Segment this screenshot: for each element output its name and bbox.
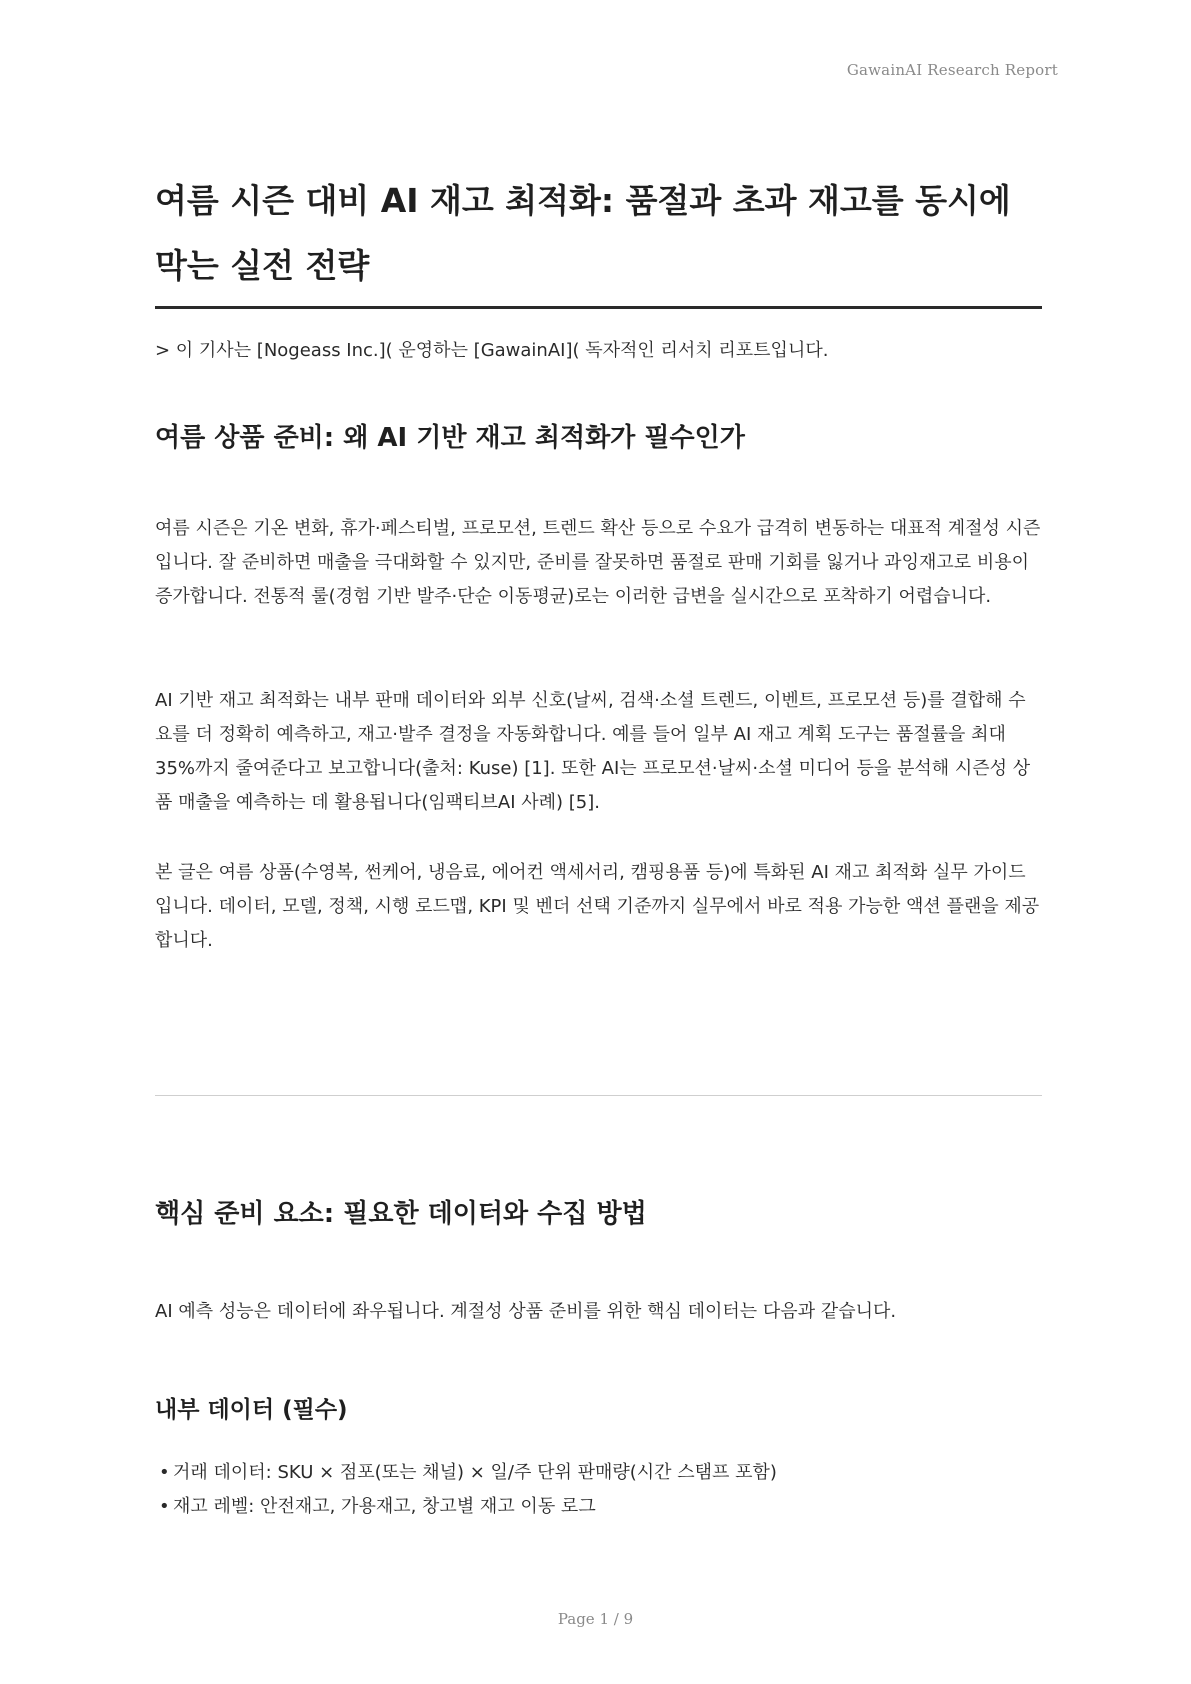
intro-note: > 이 기사는 [Nogeass Inc.]( 운영하는 [GawainAI]( 독자적인 리서치 리포트입니다.: [155, 340, 829, 361]
section-heading-data: 핵심 준비 요소: 필요한 데이터와 수집 방법: [155, 1199, 647, 1229]
subsection-heading-internal-data: 내부 데이터 (필수): [155, 1397, 348, 1423]
bullet-icon: •: [159, 1496, 170, 1517]
list-item-text: 재고 레벨: 안전재고, 가용재고, 창고별 재고 이동 로그: [173, 1496, 596, 1517]
paragraph: 여름 시즌은 기온 변화, 휴가·페스티벌, 프로모션, 트렌드 확산 등으로 수요가 급격히 변동하는 대표적 계절성 시즌입니다. 잘 준비하면 매출을 극대화할 수 있지만, 준비를 잘못하면 품절로 판매 기회를 잃거나 과잉재고로 비용이 증가합니다. 전통적 룰(경험 기반 발주·단순 이동평균)로는 이러한 급변을 실시간으로 포착하기 어렵습니다.: [155, 518, 1041, 607]
section-heading-why-ai: 여름 상품 준비: 왜 AI 기반 재고 최적화가 필수인가: [155, 423, 745, 453]
page-number: Page 1 / 9: [557, 1610, 634, 1628]
page-title: 여름 시즌 대비 AI 재고 최적화: 품절과 초과 재고를 동시에 막는 실전 전략: [155, 181, 1011, 285]
paragraph: AI 기반 재고 최적화는 내부 판매 데이터와 외부 신호(날씨, 검색·소셜 트렌드, 이벤트, 프로모션 등)를 결합해 수요를 더 정확히 예측하고, 재고·발주 결정을 자동화합니다. 예를 들어 일부 AI 재고 계획 도구는 품절률을 최대 35%까지 줄여준다고 보고합니다(출처: Kuse) [1]. 또한 AI는 프로모션·날씨·소셜 미디어 등을 분석해 시즌성 상품 매출을 예측하는 데 활용됩니다(임팩티브AI 사례) [5].: [155, 690, 1031, 813]
running-header: GawainAI Research Report: [846, 61, 1058, 79]
list-item-text: 거래 데이터: SKU × 점포(또는 채널) × 일/주 단위 판매량(시간 스탬프 포함): [173, 1462, 777, 1483]
bullet-list: [155, 1456, 1042, 1524]
list-item: [155, 1456, 1042, 1490]
section-divider: [155, 1095, 1042, 1096]
list-item: [155, 1490, 1042, 1524]
paragraph: AI 예측 성능은 데이터에 좌우됩니다. 계절성 상품 준비를 위한 핵심 데이터는 다음과 같습니다.: [155, 1301, 897, 1322]
bullet-icon: •: [159, 1462, 170, 1483]
title-divider: [155, 306, 1042, 309]
paragraph: 본 글은 여름 상품(수영복, 썬케어, 냉음료, 에어컨 액세서리, 캠핑용품 등)에 특화된 AI 재고 최적화 실무 가이드입니다. 데이터, 모델, 정책, 시행 로드맵, KPI 및 벤더 선택 기준까지 실무에서 바로 적용 가능한 액션 플랜을 제공합니다.: [155, 862, 1040, 951]
